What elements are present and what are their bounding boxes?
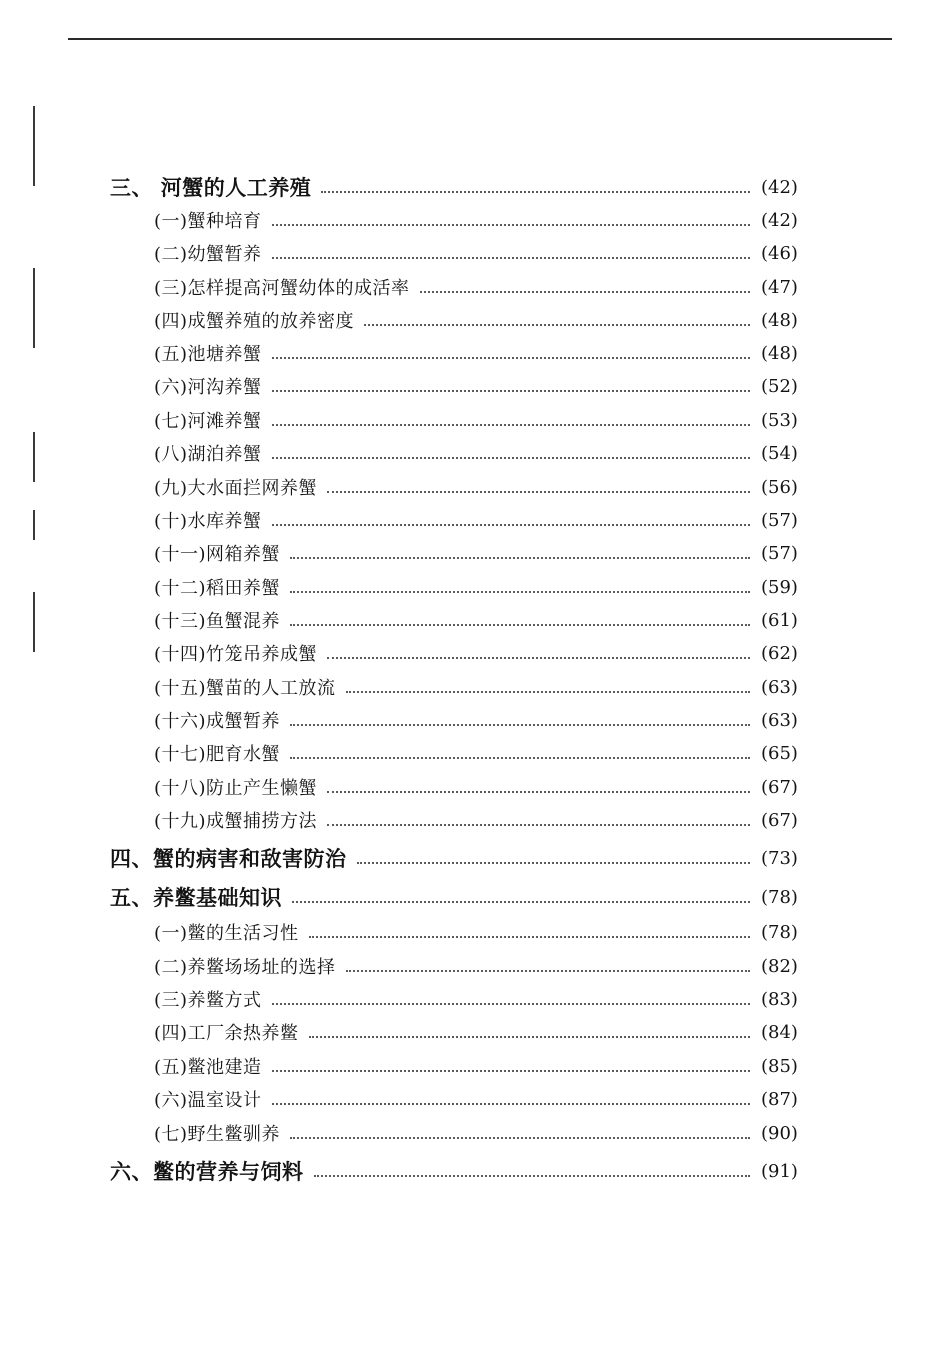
toc-entry-title: (十七)肥育水蟹 (154, 744, 281, 765)
toc-entry[interactable] (0, 917, 950, 947)
toc-entry[interactable] (0, 405, 950, 435)
toc-entry-page: (78) (761, 886, 798, 908)
toc-entry-page: (78) (761, 921, 798, 943)
dot-leader (364, 324, 750, 326)
toc-entry-page: (63) (761, 676, 798, 698)
toc-entry-page: (67) (761, 809, 798, 831)
toc-entry[interactable] (0, 1051, 950, 1081)
dot-leader (327, 491, 750, 493)
toc-entry-title: (三)养鳖方式 (154, 990, 262, 1011)
dot-leader (420, 291, 750, 293)
dot-leader (321, 191, 750, 193)
dot-leader (346, 970, 750, 972)
toc-entry-page: (85) (761, 1055, 798, 1077)
toc-entry-page: (53) (761, 409, 798, 431)
toc-entry-title: (七)河滩养蟹 (154, 411, 262, 432)
toc-entry-page: (65) (761, 742, 798, 764)
dot-leader (327, 657, 750, 659)
dot-leader (272, 224, 750, 226)
toc-entry[interactable] (0, 738, 950, 768)
toc-entry-page: (73) (761, 847, 798, 869)
toc-entry-title: (十六)成蟹暂养 (154, 711, 281, 732)
toc-entry-page: (82) (761, 955, 798, 977)
toc-entry[interactable] (0, 305, 950, 335)
toc-entry-title: 六、鳖的营养与饲料 (110, 1160, 304, 1184)
toc-entry[interactable] (0, 205, 950, 235)
toc-entry-title: 四、蟹的病害和敌害防治 (110, 847, 347, 871)
dot-leader (272, 390, 750, 392)
dot-leader (290, 724, 750, 726)
toc-entry-title: (三)怎样提高河蟹幼体的成活率 (154, 278, 410, 299)
toc-entry-title: (十二)稻田养蟹 (154, 578, 281, 599)
dot-leader (292, 901, 750, 903)
toc-entry[interactable] (0, 672, 950, 702)
toc-entry-title: (六)河沟养蟹 (154, 377, 262, 398)
dot-leader (290, 624, 750, 626)
toc-entry-title: (八)湖泊养蟹 (154, 444, 262, 465)
toc-entry-title: (五)池塘养蟹 (154, 344, 262, 365)
toc-entry-title: (四)工厂余热养鳖 (154, 1023, 299, 1044)
dot-leader (272, 357, 750, 359)
toc-entry-page: (47) (761, 276, 798, 298)
toc-entry-title: (六)温室设计 (154, 1090, 262, 1111)
toc-entry-page: (54) (761, 442, 798, 464)
dot-leader (327, 791, 750, 793)
dot-leader (272, 457, 750, 459)
toc-entry-page: (91) (761, 1160, 798, 1182)
toc-entry-title: (一)蟹种培育 (154, 211, 262, 232)
toc-entry[interactable] (0, 605, 950, 635)
toc-entry[interactable] (0, 438, 950, 468)
toc-entry-title: (二)幼蟹暂养 (154, 244, 262, 265)
dot-leader (309, 936, 750, 938)
dot-leader (272, 1003, 750, 1005)
toc-entry-title: (七)野生鳖驯养 (154, 1124, 281, 1145)
toc-entry-title: 三、 河蟹的人工养殖 (110, 176, 312, 200)
toc-entry[interactable] (0, 705, 950, 735)
toc-entry[interactable] (0, 572, 950, 602)
toc-entry-title: (十八)防止产生懒蟹 (154, 778, 318, 799)
dot-leader (290, 591, 750, 593)
toc-entry-title: (十九)成蟹捕捞方法 (154, 811, 318, 832)
toc-entry[interactable] (0, 238, 950, 268)
toc-entry-page: (87) (761, 1088, 798, 1110)
toc-entry-title: (二)养鳖场场址的选择 (154, 957, 336, 978)
toc-entry-page: (46) (761, 242, 798, 264)
toc-entry[interactable] (0, 882, 950, 912)
toc-entry-title: 五、养鳖基础知识 (110, 886, 282, 910)
toc-entry-page: (84) (761, 1021, 798, 1043)
toc-entry-page: (48) (761, 342, 798, 364)
toc-entry[interactable] (0, 1084, 950, 1114)
dot-leader (314, 1175, 751, 1177)
toc-entry-page: (90) (761, 1122, 798, 1144)
toc-entry[interactable] (0, 638, 950, 668)
toc-entry-title: (九)大水面拦网养蟹 (154, 478, 318, 499)
toc-entry-page: (52) (761, 375, 798, 397)
dot-leader (346, 691, 750, 693)
toc-entry-title: (十五)蟹苗的人工放流 (154, 678, 336, 699)
toc-entry-title: (四)成蟹养殖的放养密度 (154, 311, 355, 332)
toc-entry-title: (五)鳖池建造 (154, 1057, 262, 1078)
dot-leader (309, 1036, 750, 1038)
toc-entry[interactable] (0, 843, 950, 873)
toc-entry-page: (42) (761, 209, 798, 231)
toc-entry[interactable] (0, 772, 950, 802)
toc-entry-title: (一)鳖的生活习性 (154, 923, 299, 944)
toc-entry-page: (42) (761, 176, 798, 198)
dot-leader (272, 257, 750, 259)
toc-entry-page: (62) (761, 642, 798, 664)
toc-entry[interactable] (0, 172, 950, 202)
dot-leader (357, 862, 751, 864)
toc-entry[interactable] (0, 338, 950, 368)
toc-entry-title: (十一)网箱养蟹 (154, 544, 281, 565)
toc-entry-page: (63) (761, 709, 798, 731)
toc-entry[interactable] (0, 984, 950, 1014)
dot-leader (272, 1070, 750, 1072)
toc-entry-title: (十)水库养蟹 (154, 511, 262, 532)
dot-leader (272, 524, 750, 526)
toc-entry[interactable] (0, 1118, 950, 1148)
toc-entry-page: (57) (761, 509, 798, 531)
toc-entry-page: (56) (761, 476, 798, 498)
toc-entry[interactable] (0, 472, 950, 502)
toc-entry-page: (67) (761, 776, 798, 798)
dot-leader (272, 424, 750, 426)
toc-entry-page: (57) (761, 542, 798, 564)
dot-leader (290, 757, 750, 759)
toc-entry-title: (十三)鱼蟹混养 (154, 611, 281, 632)
toc-entry[interactable] (0, 538, 950, 568)
dot-leader (290, 557, 750, 559)
toc-entry-title: (十四)竹笼吊养成蟹 (154, 644, 318, 665)
dot-leader (290, 1137, 750, 1139)
toc-entry-page: (48) (761, 309, 798, 331)
toc-entry[interactable] (0, 272, 950, 302)
toc-entry[interactable] (0, 1156, 950, 1186)
toc-entry[interactable] (0, 951, 950, 981)
toc-entry[interactable] (0, 505, 950, 535)
dot-leader (272, 1103, 750, 1105)
toc-entry-page: (83) (761, 988, 798, 1010)
toc-entry-page: (59) (761, 576, 798, 598)
toc-entry[interactable] (0, 371, 950, 401)
toc-entry-page: (61) (761, 609, 798, 631)
toc-entry[interactable] (0, 1017, 950, 1047)
dot-leader (327, 824, 750, 826)
toc-entry[interactable] (0, 805, 950, 835)
